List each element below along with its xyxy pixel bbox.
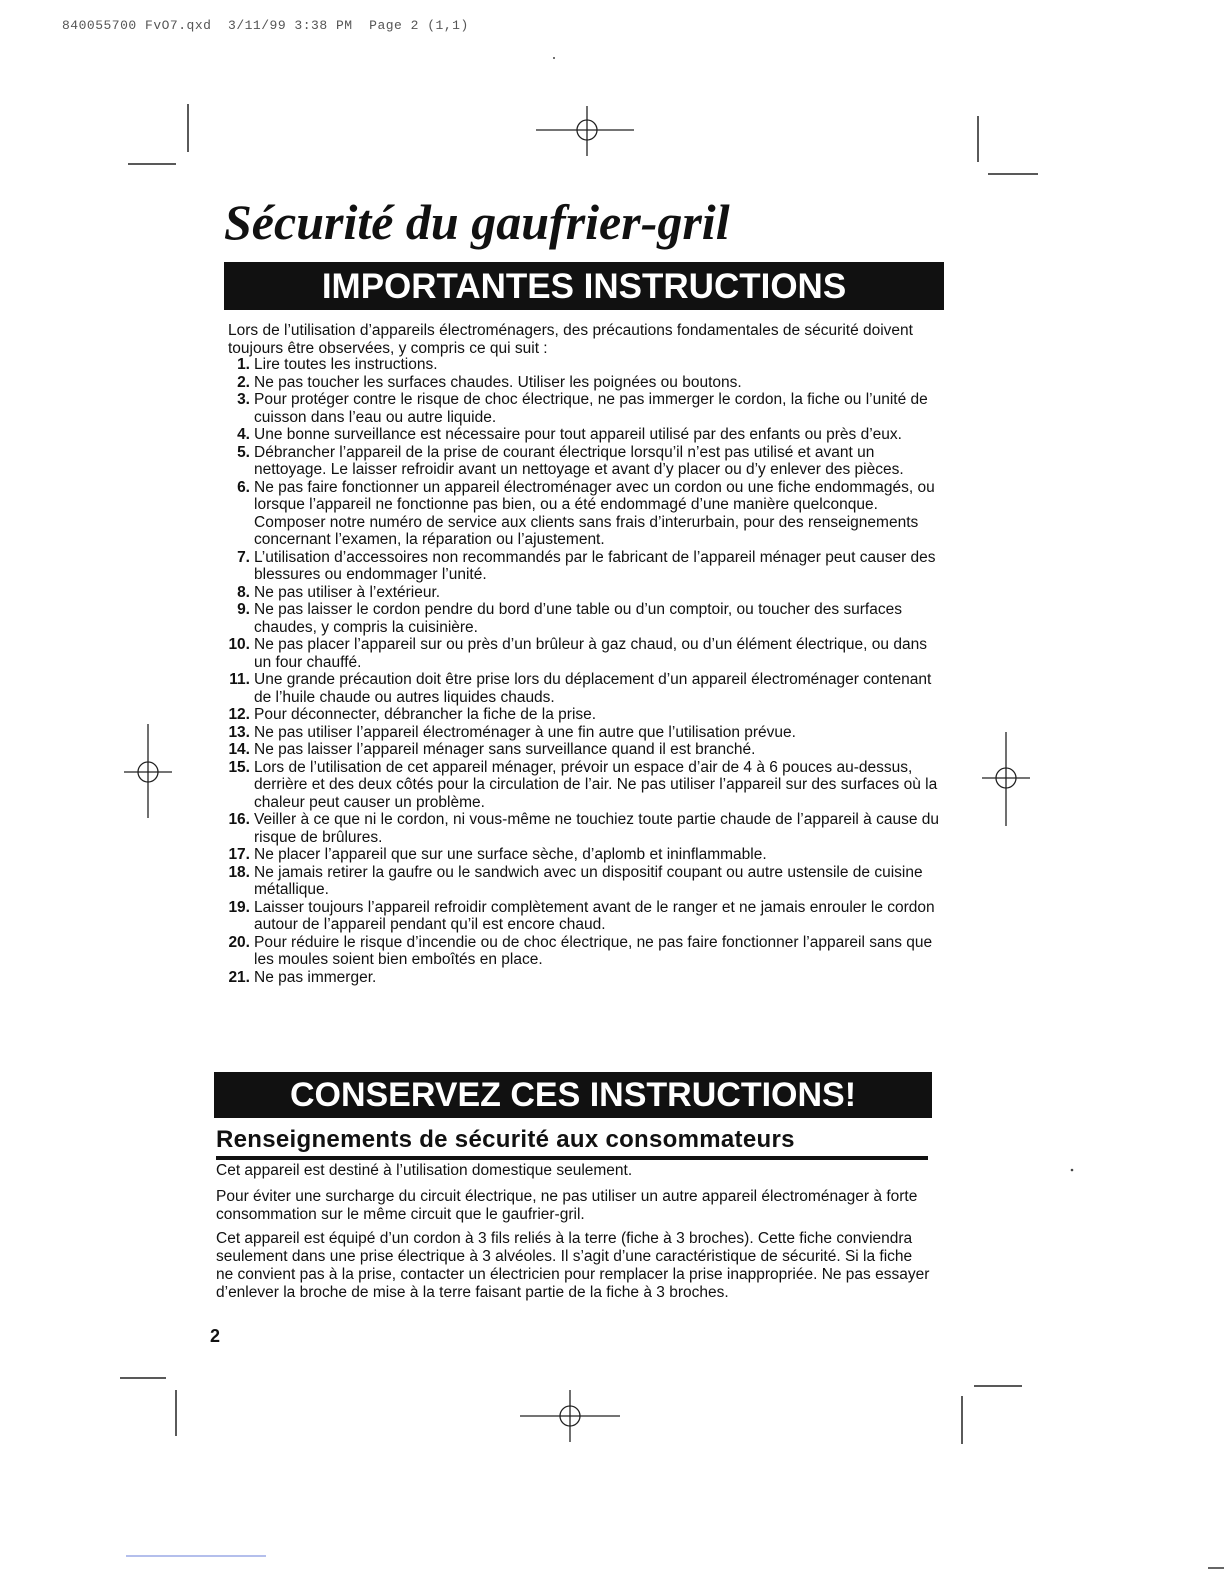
list-item xyxy=(212,636,940,671)
item-number: 10. xyxy=(228,636,250,653)
item-number: 13. xyxy=(228,723,250,741)
registration-target-left xyxy=(124,724,172,818)
item-number: 8. xyxy=(237,583,250,601)
item-number: 7. xyxy=(237,548,250,566)
item-text: Lors de l’utilisation de cet appareil ménager, prévoir un espace d’air de 4 à 6 pouces au-dessus, derrière et des deux côtés pour la circulation de l’air. Ne pas utiliser l’appareil sur des surfaces où la chaleur peut causer un problème. xyxy=(254,758,938,811)
item-number: 1. xyxy=(237,356,250,373)
item-text: Pour réduire le risque d’incendie ou de choc électrique, ne pas faire fonctionner l’appareil sans que les moules soient bien emboîtés en place. xyxy=(254,933,933,968)
item-number: 14. xyxy=(228,741,250,758)
item-number: 17. xyxy=(228,846,250,863)
item-number: 2. xyxy=(237,373,250,391)
item-text: L’utilisation d’accessoires non recommandés par le fabricant de l’appareil ménager peut causer des blessures ou endommager l’unité. xyxy=(254,548,936,583)
list-item xyxy=(212,811,940,846)
registration-target-top xyxy=(536,106,634,156)
list-item xyxy=(212,864,940,899)
item-number: 5. xyxy=(237,443,250,461)
item-text: Veiller à ce que ni le cordon, ni vous-même ne touchiez toute partie chaude de l’appareil à cause du risque de brûlures. xyxy=(254,811,940,846)
item-number: 21. xyxy=(228,968,250,986)
list-item xyxy=(212,671,940,706)
list-item xyxy=(212,724,940,742)
item-number: 15. xyxy=(228,758,250,776)
item-text: Débrancher l’appareil de la prise de courant électrique lorsqu’il n’est pas utilisé et avant un nettoyage. Le laisser refroidir avant un nettoyage et avant d’y placer ou d’y enlever des pièces. xyxy=(254,443,904,478)
item-text: Une bonne surveillance est nécessaire pour tout appareil utilisé par des enfants ou près d’eux. xyxy=(254,426,902,443)
item-text: Pour protéger contre le risque de choc électrique, ne pas immerger le cordon, la fiche ou l’unité de cuisson dans l’eau ou autre liquide. xyxy=(254,391,928,426)
item-number: 18. xyxy=(228,863,250,881)
item-text: Ne pas utiliser l’appareil électroménager à une fin autre que l’utilisation prévue. xyxy=(254,723,796,741)
list-item xyxy=(212,549,940,584)
item-text: Laisser toujours l’appareil refroidir complètement avant de le ranger et ne jamais enrouler le cordon autour de l’appareil pendant qu’il est encore chaud. xyxy=(254,898,935,933)
list-item xyxy=(212,969,940,987)
list-item xyxy=(212,899,940,934)
list-item xyxy=(212,759,940,812)
list-item xyxy=(212,601,940,636)
list-item xyxy=(212,374,940,392)
item-text: Ne pas laisser l’appareil ménager sans surveillance quand il est branché. xyxy=(254,741,756,758)
domestic-use-paragraph: Cet appareil est destiné à l’utilisation domestique seulement. xyxy=(216,1162,633,1179)
speck xyxy=(553,57,555,59)
item-text: Ne pas laisser le cordon pendre du bord d’une table ou d’un comptoir, ou toucher des surfaces chaudes, y compris la cuisinière. xyxy=(254,601,902,636)
item-text: Ne pas toucher les surfaces chaudes. Utiliser les poignées ou boutons. xyxy=(254,373,742,391)
item-number: 16. xyxy=(228,811,250,828)
list-item xyxy=(212,356,940,374)
item-text: Ne placer l’appareil que sur une surface sèche, d’aplomb et ininflammable. xyxy=(254,846,767,863)
item-text: Ne pas utiliser à l’extérieur. xyxy=(254,583,441,601)
list-item xyxy=(212,444,940,479)
speck xyxy=(1071,1169,1074,1172)
list-item xyxy=(212,584,940,602)
item-text: Ne pas immerger. xyxy=(254,968,377,986)
item-text: Une grande précaution doit être prise lors du déplacement d’un appareil électroménager contenant de l’huile chaude ou autres liquides chauds. xyxy=(254,671,932,706)
circuit-overload-paragraph: Pour éviter une surcharge du circuit électrique, ne pas utiliser un autre appareil électroménager à forte consommation sur le même circuit que le gaufrier-gril. xyxy=(216,1188,918,1223)
item-number: 19. xyxy=(228,898,250,916)
item-text: Ne pas placer l’appareil sur ou près d’un brûleur à gaz chaud, ou d’un élément électrique, ou dans un four chauffé. xyxy=(254,636,927,671)
item-number: 3. xyxy=(237,391,250,408)
list-item xyxy=(212,391,940,426)
item-text: Ne jamais retirer la gaufre ou le sandwich avec un dispositif coupant ou autre ustensile de cuisine métallique. xyxy=(254,863,923,898)
registration-target-bottom xyxy=(520,1390,620,1442)
list-item xyxy=(212,479,940,549)
item-text: Lire toutes les instructions. xyxy=(254,356,438,373)
file-slug: 840055700 FvO7.qxd 3/11/99 3:38 PM Page 2 (1,1) xyxy=(62,18,469,33)
intro-text: Lors de l’utilisation d’appareils électroménagers, des précautions fondamentales de sécurité doivent toujours être observées, y compris ce qui suit : xyxy=(228,322,913,357)
item-number: 6. xyxy=(237,478,250,496)
list-item xyxy=(212,741,940,759)
important-instructions-banner: IMPORTANTES INSTRUCTIONS xyxy=(224,262,944,310)
item-number: 12. xyxy=(228,706,250,723)
list-item xyxy=(212,706,940,724)
page-title: Sécurité du gaufrier-gril xyxy=(224,194,730,250)
save-instructions-banner: CONSERVEZ CES INSTRUCTIONS! xyxy=(214,1072,932,1118)
item-number: 4. xyxy=(237,426,250,443)
item-text: Pour déconnecter, débrancher la fiche de la prise. xyxy=(254,706,597,723)
consumer-safety-heading: Renseignements de sécurité aux consommateurs xyxy=(216,1124,928,1160)
item-text: Ne pas faire fonctionner un appareil électroménager avec un cordon ou une fiche endommagés, ou lorsque l’appareil ne fonctionne pas bien, ou a été endommagé d’une manière quelconque. Composer notre numéro de service aux clients sans frais d’interurbain, pour des renseignements concernant l’examen, la réparation ou l’ajustement. xyxy=(254,478,935,548)
safety-instructions-list xyxy=(212,356,940,986)
page-number: 2 xyxy=(210,1326,221,1346)
item-number: 11. xyxy=(229,671,250,688)
registration-target-right xyxy=(982,732,1030,826)
grounded-plug-paragraph: Cet appareil est équipé d’un cordon à 3 fils reliés à la terre (fiche à 3 broches). Cette fiche conviendra seulement dans une prise électrique à 3 alvéoles. Il s’agit d’une caractéristique de sécurité. Si la fiche ne convient pas à la prise, contacter un électricien pour remplacer la prise inappropriée. Ne pas essayer d’enlever la broche de mise à la terre faisant partie de la fiche à 3 broches. xyxy=(216,1230,930,1301)
item-number: 9. xyxy=(237,601,250,618)
list-item xyxy=(212,846,940,864)
item-number: 20. xyxy=(228,933,250,951)
list-item xyxy=(212,426,940,444)
list-item xyxy=(212,934,940,969)
